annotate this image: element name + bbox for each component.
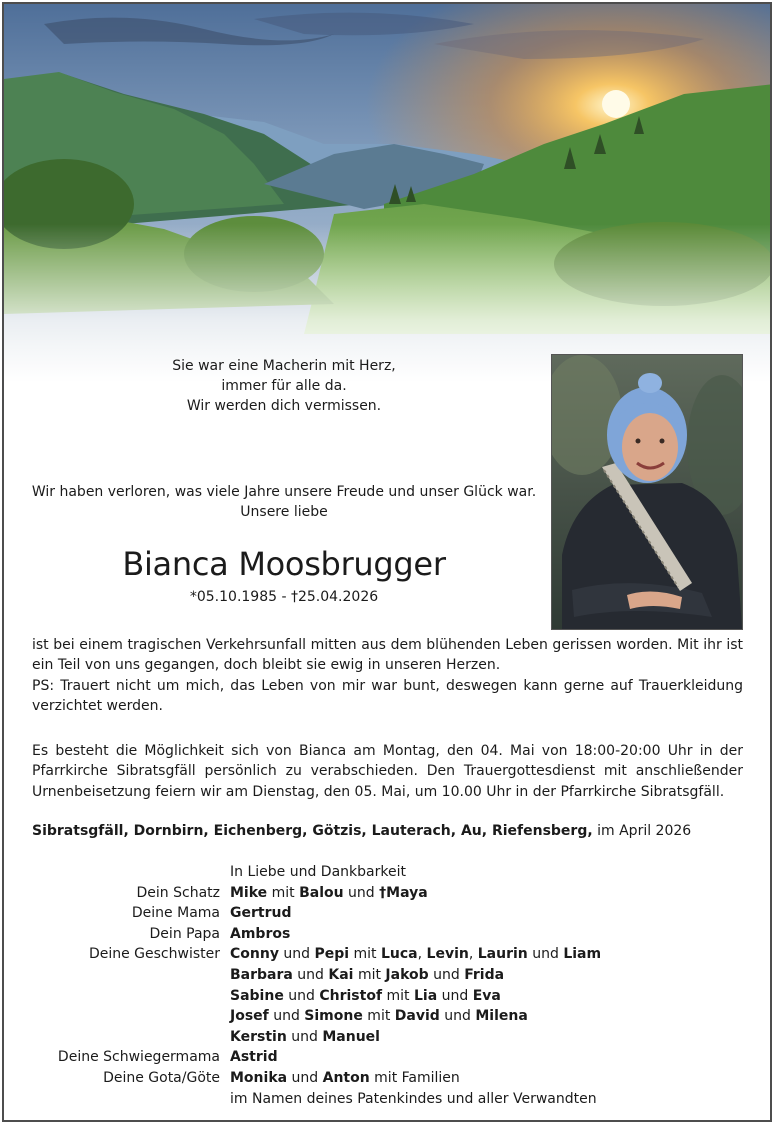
notice-text: ist bei einem tragischen Verkehrsunfall mitten aus dem blühenden Leben gerissen worden. Mit ihr ist ein Teil von uns gegangen, doch bleibt sie ewig in unseren Herzen.	[32, 637, 743, 674]
mourner-row	[4, 1047, 772, 1068]
mourner-name: Manuel	[322, 1028, 380, 1045]
mourner-role	[4, 1027, 230, 1048]
mourner-connector: und	[286, 1028, 323, 1045]
mourner-name: Kerstin	[230, 1028, 287, 1045]
mourner-names	[230, 1068, 772, 1089]
mourner-name: Laurin	[477, 946, 528, 963]
mourner-name: †Maya	[379, 884, 428, 901]
notice-paragraph	[32, 635, 743, 717]
mourner-name: Conny	[230, 946, 279, 963]
mourner-connector: im Namen deines Patenkindes und aller Verwandten	[230, 1090, 597, 1107]
intro-line: Unsere liebe	[240, 504, 328, 520]
mourner-connector: mit	[353, 966, 386, 983]
mourner-name: Levin	[426, 946, 469, 963]
mourner-connector: und	[437, 987, 473, 1004]
mourner-names	[230, 924, 772, 945]
intro-line: Wir haben verloren, was viele Jahre unsere Freude und unser Glück war.	[31, 484, 537, 500]
intro-text	[24, 482, 544, 522]
mourner-role	[4, 986, 230, 1007]
life-dates: *05.10.1985 - †25.04.2026	[189, 589, 379, 605]
mourner-role: Dein Papa	[149, 925, 220, 942]
mourners-header: In Liebe und Dankbarkeit	[230, 864, 406, 880]
mourner-row	[4, 924, 772, 945]
mourner-name: Sabine	[230, 987, 284, 1004]
mourner-name: Pepi	[314, 946, 350, 963]
mourner-names	[230, 944, 772, 965]
mourner-connector: mit Familien	[369, 1069, 460, 1086]
mourner-role: Deine Mama	[131, 905, 220, 922]
mourner-connector: und	[343, 884, 380, 901]
mourner-role: Deine Schwiegermama	[57, 1049, 220, 1066]
mourner-names	[230, 986, 772, 1007]
mourner-name: David	[394, 1008, 440, 1025]
mourner-name: Josef	[230, 1008, 269, 1025]
mourner-role: Deine Gota/Göte	[103, 1069, 220, 1086]
mourner-name: Mike	[230, 884, 268, 901]
mourner-connector: und	[287, 1069, 323, 1086]
mourner-row	[4, 965, 772, 986]
mourner-name: Lia	[413, 987, 438, 1004]
mourner-role	[4, 965, 230, 986]
mourner-connector: mit	[362, 1008, 395, 1025]
mourner-name: Simone	[304, 1008, 363, 1025]
places-line	[32, 821, 743, 841]
mourner-connector: und	[527, 946, 564, 963]
mourner-row	[4, 986, 772, 1007]
mourner-name: Barbara	[230, 966, 293, 983]
places-list: Sibratsgfäll, Dornbirn, Eichenberg, Götzis, Lauterach, Au, Riefensberg,	[32, 823, 593, 839]
mourner-connector: ,	[468, 946, 478, 963]
quote-line: Sie war eine Macherin mit Herz,	[172, 358, 396, 374]
mourner-name: Milena	[475, 1008, 528, 1025]
mourner-connector: mit	[267, 884, 300, 901]
quote-line: immer für alle da.	[221, 378, 347, 394]
mourner-row	[4, 1006, 772, 1027]
mourner-role: Deine Geschwister	[88, 946, 220, 963]
mourner-row	[4, 1027, 772, 1048]
postscript-text: PS: Trauert nicht um mich, das Leben von mir war bunt, deswegen kann gerne auf Trauerkleidung verzichtet werden.	[32, 677, 743, 715]
mourner-name: Jakob	[385, 966, 429, 983]
mourner-connector: und	[268, 1008, 305, 1025]
place-date: im April 2026	[592, 823, 692, 839]
mourner-name: Liam	[563, 946, 602, 963]
mourner-name: Eva	[472, 987, 501, 1004]
deceased-name: Bianca Moosbrugger	[122, 545, 446, 583]
memorial-quote	[64, 356, 504, 416]
mourner-name: Christof	[319, 987, 383, 1004]
mourner-connector: mit	[349, 946, 381, 963]
mourner-name: Balou	[299, 884, 344, 901]
mourner-role	[4, 1089, 230, 1110]
portrait-photo	[551, 354, 743, 630]
mourner-name: Gertrud	[230, 905, 292, 922]
mourners-list	[4, 862, 772, 1109]
mourner-connector: und	[428, 966, 465, 983]
mourner-names	[230, 1027, 772, 1048]
mourner-connector: und	[283, 987, 320, 1004]
mourner-names	[230, 1089, 772, 1110]
mourner-connector: ,	[417, 946, 427, 963]
mourner-names	[230, 965, 772, 986]
mourners-header-row	[4, 862, 772, 883]
obituary-card	[2, 2, 772, 1122]
mourner-row	[4, 903, 772, 924]
mourner-connector: und	[292, 966, 329, 983]
mourner-name: Frida	[464, 966, 505, 983]
mourner-connector: mit	[382, 987, 414, 1004]
mourner-row	[4, 1089, 772, 1110]
mourner-connector: und	[278, 946, 315, 963]
mourner-names	[230, 1006, 772, 1027]
funeral-details-paragraph: Es besteht die Möglichkeit sich von Bianca am Montag, den 04. Mai von 18:00-20:00 Uhr in der Pfarrkirche Sibratsgfäll persönlich zu verabschieden. Den Trauergottesdienst mit anschließender Urnenbeisetzung feiern wir am Dienstag, den 05. Mai, um 10.00 Uhr in der Pfarrkirche Sibratsgfäll.	[32, 743, 743, 800]
mourner-name: Kai	[328, 966, 354, 983]
mourner-row	[4, 1068, 772, 1089]
mourner-names	[230, 1047, 772, 1068]
mourner-names	[230, 903, 772, 924]
quote-line: Wir werden dich vermissen.	[186, 398, 382, 414]
mourner-name: Monika	[230, 1069, 288, 1086]
mourner-name: Astrid	[230, 1049, 278, 1066]
mourner-name: Luca	[381, 946, 418, 963]
mourner-connector: und	[439, 1008, 476, 1025]
mourner-rows	[4, 883, 772, 1110]
mourner-role: Dein Schatz	[136, 884, 220, 901]
mourner-name: Ambros	[230, 925, 291, 942]
mourner-row	[4, 944, 772, 965]
mourner-names	[230, 883, 772, 904]
mourner-role	[4, 1006, 230, 1027]
mourner-name: Anton	[322, 1069, 370, 1086]
mourner-row	[4, 883, 772, 904]
